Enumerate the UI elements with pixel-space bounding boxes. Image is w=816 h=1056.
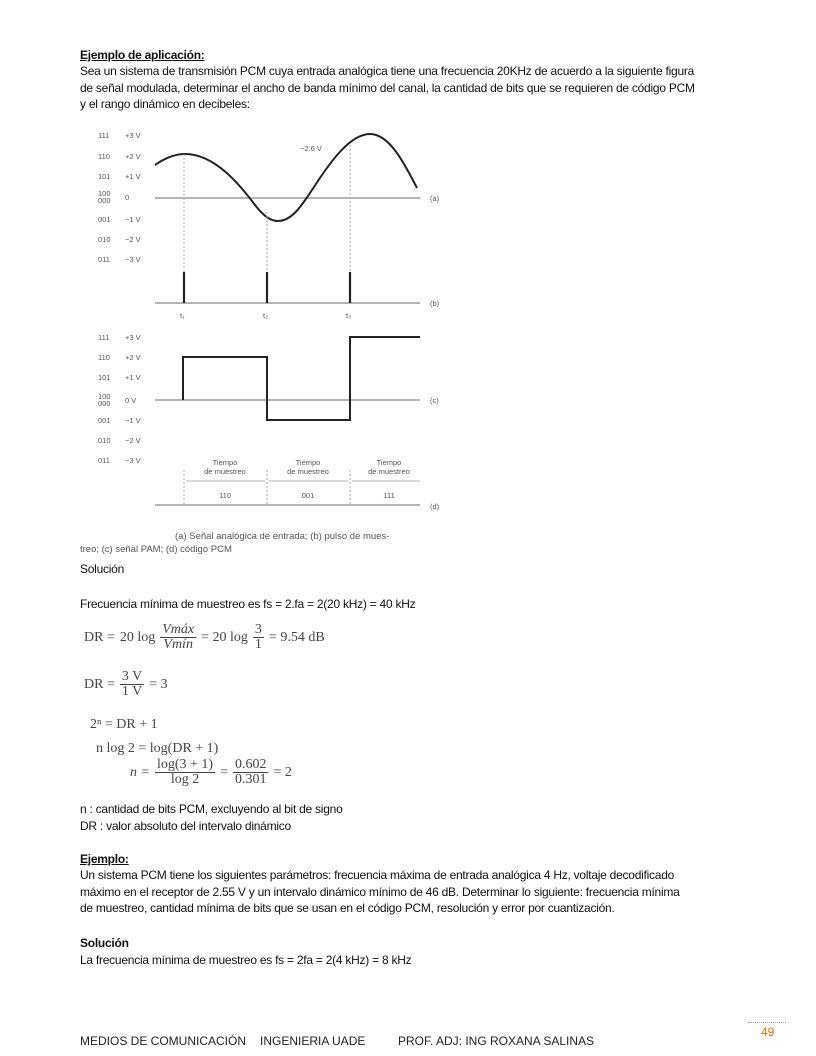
intro-line: Sea un sistema de transmisión PCM cuya entrada analógica tiene una frecuencia 20KHz de acuerdo a la siguiente figura [80,64,695,78]
time-t3: t₃ [346,311,352,320]
level-code: 101 [98,373,111,382]
pcm-code: 111 [383,491,395,500]
level-code: 011 [98,456,110,465]
note-dr: DR : valor absoluto del intervalo dinámico [80,819,291,833]
sample-time-label: Tiempo [212,458,238,467]
example-line: máximo en el receptor de 2.55 V y un intervalo dinámico mínimo de 46 dB. Determinar lo siguiente: frecuencia mínima [80,885,680,899]
sample-time-label: de muestreo [368,467,410,476]
level-voltage: +2 V [125,353,141,362]
footer-course: MEDIOS DE COMUNICACIÓN [80,1034,247,1048]
level-code: 111 [98,131,110,140]
heading-ejemplo: Ejemplo: [80,852,129,866]
sampling-pulses [184,272,350,303]
fs-line: Frecuencia mínima de muestreo es fs = 2.fa = 2(20 kHz) = 40 kHz [80,597,416,611]
tag-b: (b) [430,299,440,308]
figure-caption: (a) Señal analógica de entrada; (b) pulso de mues- [175,531,390,542]
level-voltage: −3 V [125,456,141,465]
time-t1: t₁ [180,311,185,320]
level-code: 101 [98,172,111,181]
formula-dr-ratio: DR = $\frac{3 V}{1 V}$ = 3 [84,669,168,699]
level-labels-bottom [98,333,141,465]
level-voltage: +2 V [125,152,141,161]
level-voltage: +1 V [125,373,141,382]
level-code: 000 [98,196,111,205]
level-code: 001 [98,416,111,425]
sample-time-label: de muestreo [204,467,246,476]
intro-line: y el rango dinámico en decibeles: [80,97,250,111]
level-voltage: −2 V [125,235,141,244]
level-labels-top [98,131,141,264]
note-n: n : cantidad de bits PCM, excluyendo al bit de signo [80,802,343,816]
page-number: 49 [761,1025,775,1039]
peak-label: −2.6 V [300,144,322,153]
solucion-label-2: Solución [80,936,129,950]
pcm-code: 110 [219,491,231,500]
page-number-rule [748,1022,786,1023]
pcm-code: 001 [301,491,315,500]
level-code: 100 [98,189,111,198]
level-code: 010 [98,235,111,244]
level-code: 110 [98,353,110,362]
analog-signal [155,134,417,221]
intro-line: de señal modulada, determinar el ancho de banda mínimo del canal, la cantidad de bits que se requieren de código PCM [80,81,695,95]
level-code: 100 [98,392,111,401]
level-voltage: −1 V [125,215,141,224]
level-voltage: 0 V [125,396,137,405]
formula-dr-db: DR = 20 log Vmáx Vmín = 20 log $\frac{3}{1}$ = 9.54 dB [84,622,325,652]
sample-time-label: Tiempo [376,458,402,467]
level-code: 111 [98,333,110,342]
level-code: 010 [98,436,111,445]
time-t2: t₂ [263,311,268,320]
level-code: 110 [98,152,110,161]
footer-school: INGENIERIA UADE [260,1034,366,1048]
level-voltage: −1 V [125,416,141,425]
figure-caption: treo; (c) señal PAM; (d) código PCM [80,544,232,555]
heading-ejemplo-aplicacion: Ejemplo de aplicación: [80,48,205,62]
level-code: 011 [98,255,110,264]
sample-time-label: Tiempo [295,458,321,467]
example-line: Un sistema PCM tiene los siguientes parámetros: frecuencia máxima de entrada analógica 4 Hz, voltaje decodificado [80,868,675,882]
level-code: 001 [98,215,111,224]
level-voltage: −2 V [125,436,141,445]
level-voltage: 0 [125,193,130,202]
footer-prof: PROF. ADJ: ING ROXANA SALINAS [398,1034,595,1048]
tag-c: (c) [430,396,439,405]
sample-time-label: de muestreo [287,467,329,476]
level-voltage: −3 V [125,255,141,264]
solucion-label: Solución [80,562,125,576]
tag-a: (a) [430,194,440,203]
level-voltage: +1 V [125,172,141,181]
fs-line-2: La frecuencia mínima de muestreo es fs = 2fa = 2(4 kHz) = 8 kHz [80,953,412,967]
example-line: de muestreo, cantidad mínima de bits que se usan en el código PCM, resolución y error por cuantización. [80,901,615,915]
formula-2n: 2ⁿ = DR + 1 [90,717,158,732]
formula-nlog2: n log 2 = log(DR + 1) [96,741,219,756]
level-voltage: +3 V [125,131,141,140]
level-code: 000 [98,399,111,408]
level-voltage: +3 V [125,333,141,342]
formula-n: n = $\frac{\log(3 + 1)}{\log 2}$ = $\frac{0.602}{0.301}$ = 2 [130,757,292,787]
pam-signal [183,337,420,420]
tag-d: (d) [430,502,440,511]
